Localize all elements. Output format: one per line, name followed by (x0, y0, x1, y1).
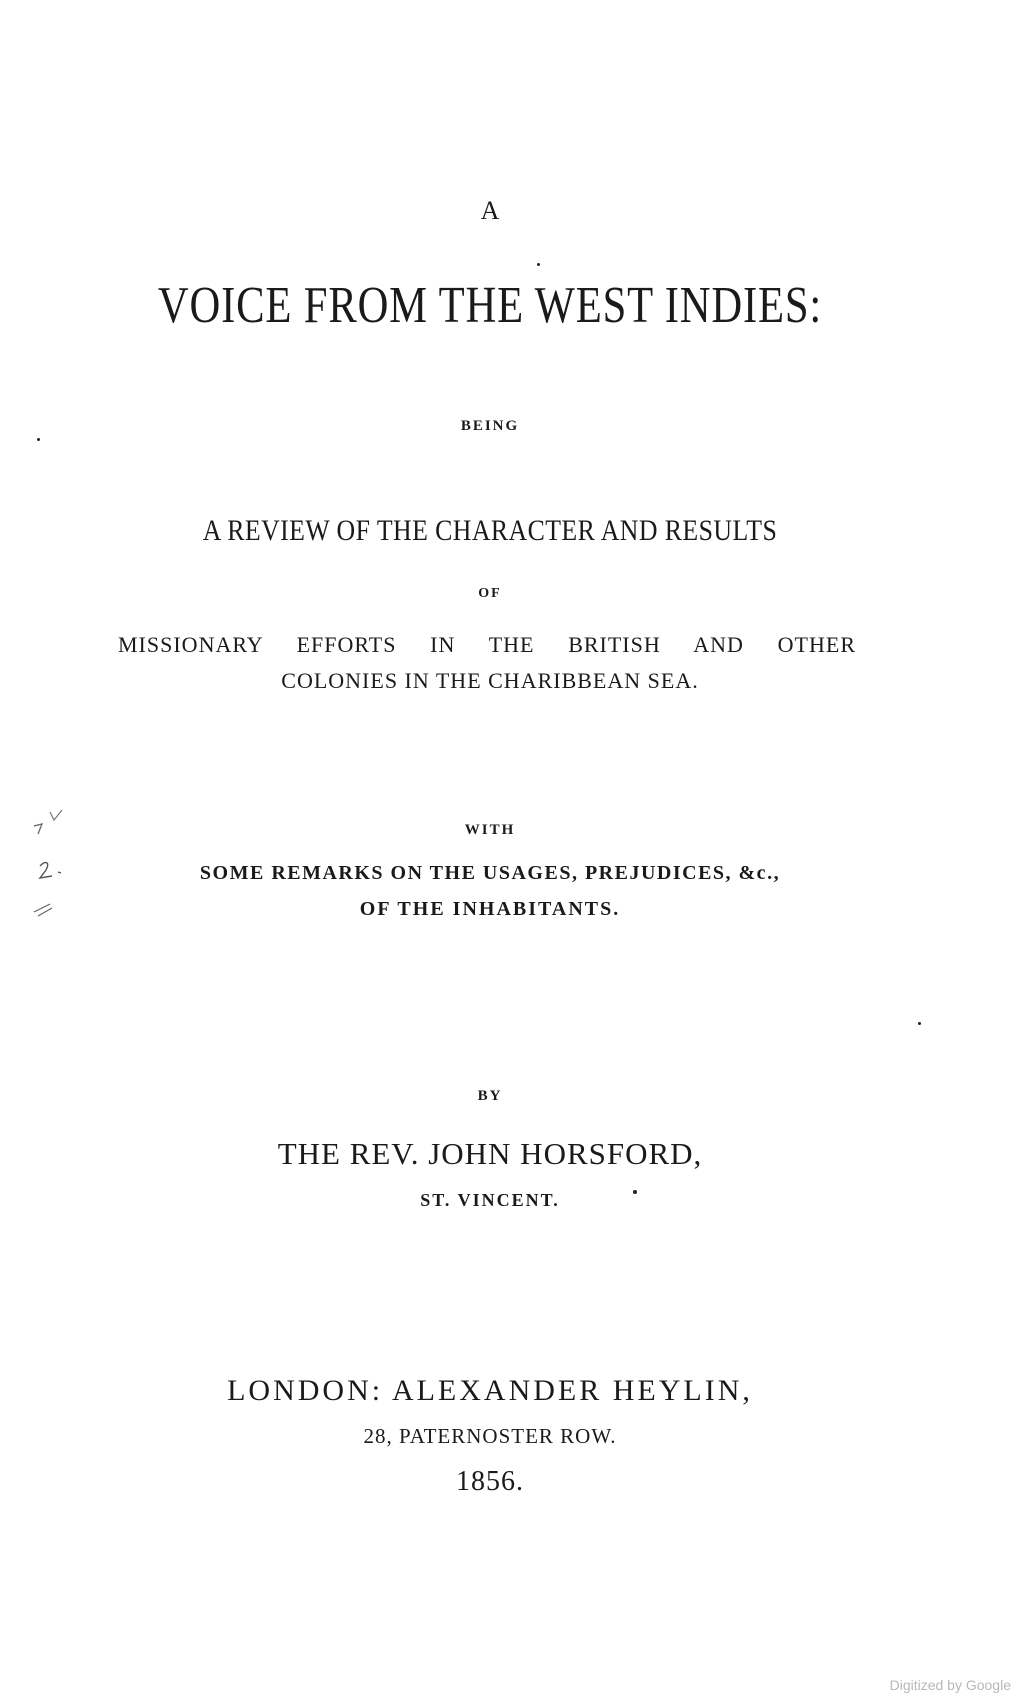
author-name: THE REV. JOHN HORSFORD, (277, 1136, 703, 1171)
paper-speck (633, 1190, 637, 1194)
remarks-line: SOME REMARKS ON THE USAGES, PREJUDICES, &c., (199, 862, 781, 884)
missionary-line: MISSIONARY EFFORTS IN THE BRITISH AND OTHER (118, 632, 856, 657)
colonies-line: COLONIES IN THE CHARIBBEAN SEA. (281, 668, 699, 693)
title-article: A (480, 196, 500, 225)
with-label: WITH (464, 822, 516, 838)
digitized-watermark: Digitized by Google (889, 1677, 1011, 1693)
being-label: BEING (460, 418, 520, 434)
author-place: ST. VINCENT. (420, 1190, 560, 1210)
by-label: BY (477, 1088, 503, 1104)
paper-speck (537, 263, 540, 266)
publication-year: 1856. (456, 1466, 524, 1497)
inhabitants-line: OF THE INHABITANTS. (359, 898, 621, 920)
publisher: LONDON: ALEXANDER HEYLIN, (227, 1374, 753, 1407)
main-title: VOICE FROM THE WEST INDIES: (157, 277, 823, 334)
of-label: OF (478, 586, 502, 601)
review-line: A REVIEW OF THE CHARACTER AND RESULTS (202, 514, 778, 547)
margin-pencil-marks (28, 800, 78, 930)
publisher-address: 28, PATERNOSTER ROW. (363, 1424, 617, 1448)
paper-speck (37, 438, 40, 441)
paper-speck (918, 1022, 921, 1025)
